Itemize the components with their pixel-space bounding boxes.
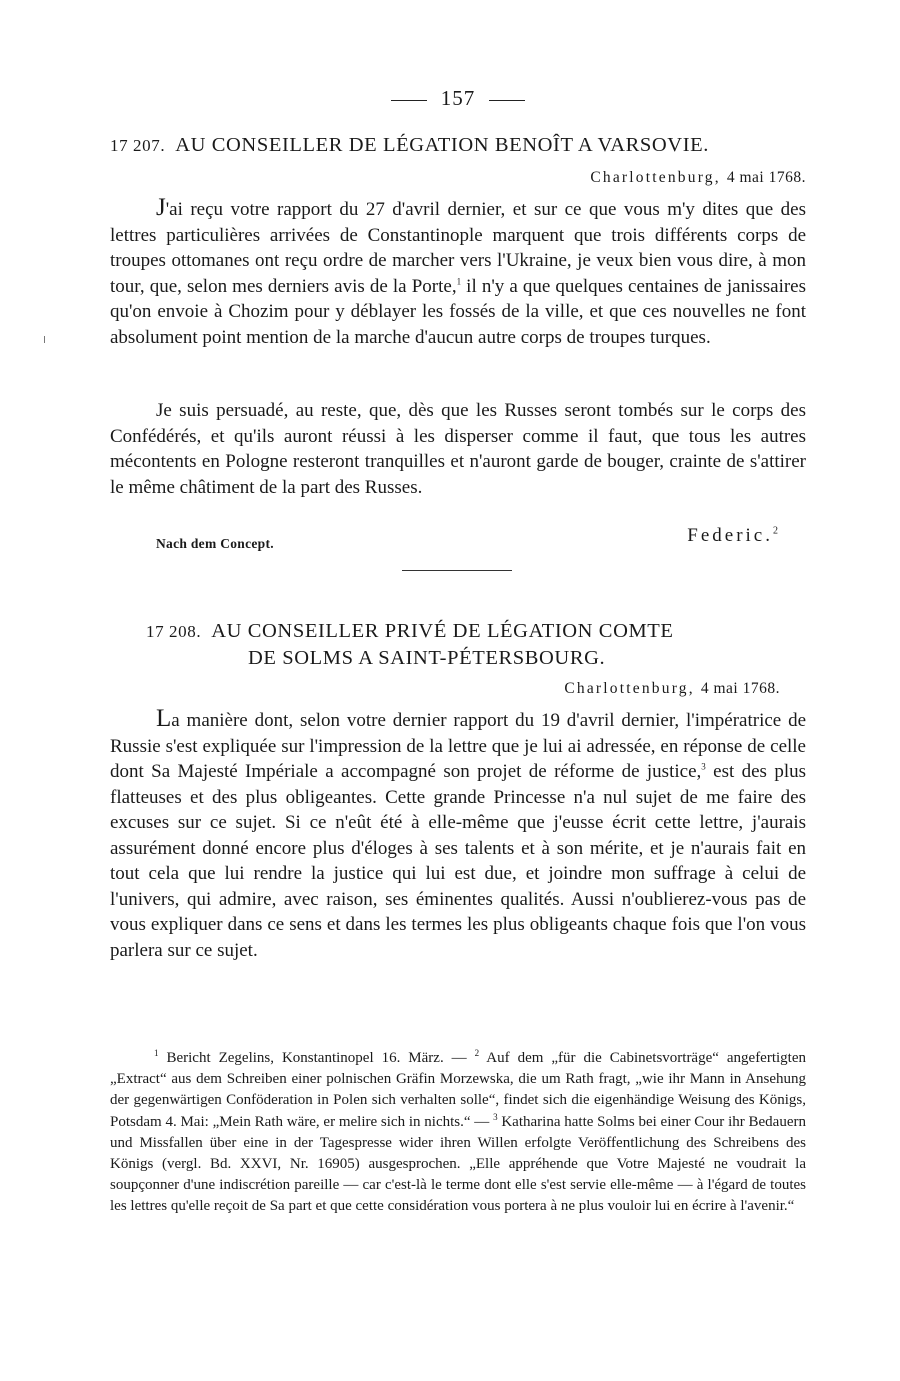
letter-1-title: AU CONSEILLER DE LÉGATION BENOÎT A VARSOVIE. (175, 134, 709, 156)
letter-2-paragraph-1 (110, 706, 806, 963)
letter-2-title-1: AU CONSEILLER PRIVÉ DE LÉGATION COMTE (211, 620, 674, 642)
letter-1-initial: J (156, 194, 166, 221)
page-header (110, 86, 806, 111)
footnote-3-mark: 3 (493, 1111, 498, 1122)
letter-1-dateline (590, 169, 806, 187)
letter-1-number: 17 207. (110, 136, 166, 155)
letter-1-signature (687, 525, 778, 547)
letter-1-source-note: Nach dem Concept. (156, 536, 274, 551)
letter-2-para-1-text: a manière dont, selon votre dernier rapport du 19 d'avril dernier, l'impératrice de Russie s'est expliquée sur l'impression de la lettre que je lui ai adressée, en réponse de celle dont Sa Majesté Impériale a accompagné son projet de réforme de justice, (110, 710, 806, 782)
letter-2-dateline (564, 680, 780, 698)
footnote-3: Katharina hatte Solms bei einer Cour ihr Bedauern und Missfallen über eine in der Tagespresse wider ihren Willen erfolgte Veröffentlichung des Schreibens des Königs (vergl. Bd. XXVI, Nr. 16905) ausgesprochen. „Elle appréhende que Votre Majesté ne voudrait la soupçonner d'une indiscrétion pareille — car c'est-là le terme dont elle s'est servie elle-même — à l'égard de toutes les lettres qu'elle reçoit de Sa part et que cette considération vous portera à ne plus vouloir lui en écrire à l'avenir.“ (110, 1113, 806, 1215)
letter-2-place: Charlottenburg, (564, 680, 695, 697)
letter-1-place: Charlottenburg, (590, 169, 721, 186)
footnote-2-mark: 2 (474, 1048, 480, 1058)
footnote-1: Bericht Zegelins, Konstantinopel 16. März. — (158, 1050, 475, 1066)
letter-2-heading-line-2 (248, 647, 605, 670)
letter-1-paragraph-2 (110, 398, 806, 500)
letter-1-para-2-text: Je suis persuadé, au reste, que, dès que les Russes seront tombés sur le corps des Confédérés, et qu'ils auront réussi à les disperser comme il faut, que tous les autres mécontents en Pologne resteront tranquilles et n'auront garde de bouger, crainte de s'attirer le même châtiment de la part des Russes. (110, 400, 806, 498)
letter-1-paragraph-1 (110, 195, 806, 350)
section-divider (402, 570, 512, 571)
margin-mark (44, 336, 45, 343)
letter-1-date: 4 mai 1768. (726, 169, 806, 186)
footnotes (110, 1048, 806, 1218)
letter-2-heading-line-1 (146, 620, 674, 643)
letter-2-title-2: DE SOLMS A SAINT-PÉTERSBOURG. (248, 647, 606, 669)
footnote-ref-1: 1 (456, 276, 462, 287)
letter-2-number: 17 208. (146, 622, 202, 641)
header-dash-left (391, 100, 427, 101)
letter-1-heading (110, 134, 709, 157)
signature-text: Federic. (687, 525, 773, 546)
footnote-ref-3: 3 (701, 761, 706, 772)
letter-2-initial: L (156, 705, 172, 732)
letter-1-para-1-rest: il n'y a que quelques centaines de janissaires qu'on envoie à Chozim pour y déblayer les fossés de la ville, et que ces nouvelles ne font absolument point mention de la marche d'aucun autre corps de troupes turques. (110, 275, 806, 348)
letter-2-date: 4 mai 1768. (700, 680, 780, 697)
page-number: 157 (440, 86, 476, 110)
letter-2-para-1-rest: est des plus flatteuses et des plus obligeantes. Cette grande Princesse n'a nul sujet de me faire des excuses sur ce sujet. Si ce n'eût été à elle-même que j'eusse écrit cette lettre, j'aurais assurément donné encore plus d'éloges à ses talents et à son mérite, et je n'aurais fait en tout cela que lui rendre la justice qui lui est due, et joindre mon suffrage à celui de l'univers, qui admire, avec raison, ses éminentes qualités. Aussi n'oublierez-vous pas de vous expliquer dans ce sens et dans les termes les plus obligeants chaque fois que l'on vous parlera sur ce sujet. (110, 761, 806, 961)
footnote-ref-2: 2 (773, 525, 778, 537)
footnote-2: Auf dem „für die Cabinetsvorträge“ angefertigten „Extract“ aus dem Schreiben einer polnischen Gräfin Morzewska, die um Rath fragt, „wie ihr Mann in Ansehung der gegenwärtigen Conföderation in Polen sich verhalten solle“, findet sich die eigenhändige Weisung des Königs, Potsdam 4. Mai: „Mein Rath wäre, er melire sich in nichts.“ — (110, 1050, 806, 1130)
letter-1-para-1-text: 'ai reçu votre rapport du 27 d'avril dernier, et sur ce que vous m'y dites que des lettres particulières arrivées de Constantinople marquent que trois différents corps de troupes ottomanes ont reçu ordre de marcher vers l'Ukraine, je veux bien vous dire, à mon tour, que, selon mes derniers avis de la Porte, (110, 199, 806, 297)
header-dash-right (489, 100, 525, 101)
footnote-1-mark: 1 (154, 1048, 159, 1058)
